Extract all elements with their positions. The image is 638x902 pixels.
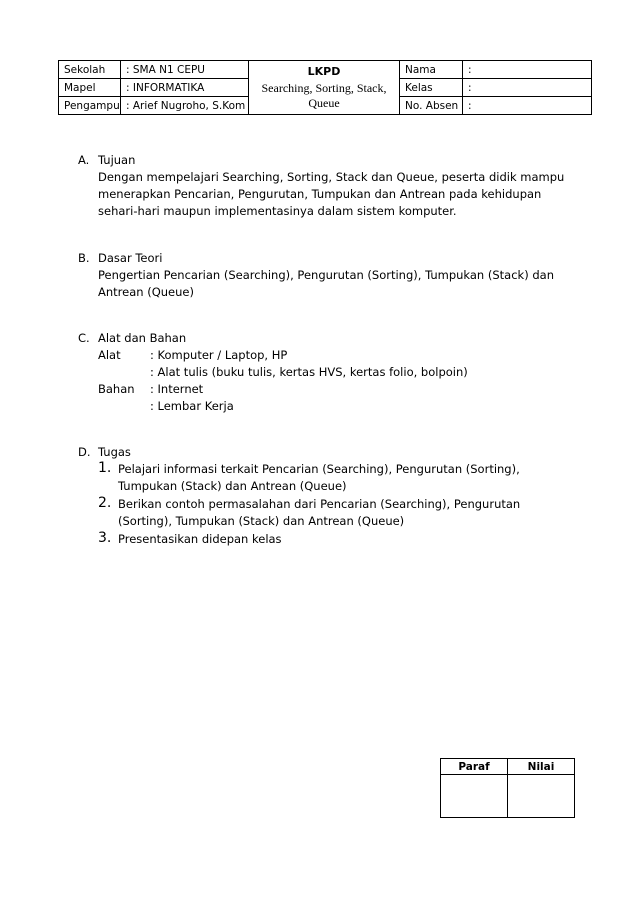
bahan-row xyxy=(98,381,578,398)
section-title: Dasar Teori xyxy=(98,251,163,265)
section-title: Tugas xyxy=(98,445,131,459)
section-text: Pengertian Pencarian (Searching), Pengurutan (Sorting), Tumpukan (Stack) dan Antrean (Queue) xyxy=(98,268,554,299)
task-number: 2. xyxy=(98,495,112,511)
kelas-field[interactable]: : xyxy=(463,79,592,97)
header-table xyxy=(58,60,592,115)
task-item xyxy=(98,496,568,530)
alat-row xyxy=(98,364,578,381)
bahan-row xyxy=(98,398,578,415)
bahan-value: : Lembar Kerja xyxy=(150,399,234,413)
mapel-label: Mapel xyxy=(59,79,121,97)
bahan-value: : Internet xyxy=(150,382,204,396)
no-absen-field[interactable]: : xyxy=(463,97,592,115)
lkpd-title: LKPD xyxy=(307,64,341,78)
pengampu-label: Pengampu xyxy=(59,97,121,115)
task-item xyxy=(98,461,568,495)
mapel-value: : INFORMATIKA xyxy=(121,79,249,97)
section-text: Dengan mempelajari Searching, Sorting, Stack dan Queue, peserta didik mampu menerapkan Pencarian, Pengurutan, Tumpukan dan Antrean pada kehidupan sehari-hari maupun implementasinya dalam sistem komputer. xyxy=(98,170,565,218)
sekolah-label: Sekolah xyxy=(59,61,121,79)
nama-label: Nama xyxy=(400,61,463,79)
task-text: Pelajari informasi terkait Pencarian (Searching), Pengurutan (Sorting), Tumpukan (Stack) dan Antrean (Queue) xyxy=(118,462,520,493)
section-letter: A. xyxy=(78,153,90,167)
section-letter: B. xyxy=(78,251,90,265)
task-text: Presentasikan didepan kelas xyxy=(118,532,282,546)
header-row-sekolah xyxy=(59,61,592,79)
section-title: Tujuan xyxy=(98,153,136,167)
nilai-header: Nilai xyxy=(508,759,575,775)
alat-label: Alat xyxy=(98,348,121,362)
section-letter: D. xyxy=(78,445,91,459)
nilai-box[interactable] xyxy=(508,775,575,818)
task-number: 1. xyxy=(98,460,112,476)
nama-field[interactable]: : xyxy=(463,61,592,79)
lkpd-title-cell xyxy=(249,61,400,115)
pengampu-value: : Arief Nugroho, S.Kom xyxy=(121,97,249,115)
kelas-label: Kelas xyxy=(400,79,463,97)
paraf-header: Paraf xyxy=(441,759,508,775)
bahan-label: Bahan xyxy=(98,382,135,396)
section-title: Alat dan Bahan xyxy=(98,331,187,345)
alat-value: : Komputer / Laptop, HP xyxy=(150,348,288,362)
no-absen-label: No. Absen xyxy=(400,97,463,115)
sekolah-value: : SMA N1 CEPU xyxy=(121,61,249,79)
section-letter: C. xyxy=(78,331,90,345)
task-number: 3. xyxy=(98,530,112,546)
alat-row xyxy=(98,347,578,364)
task-text: Berikan contoh permasalahan dari Pencarian (Searching), Pengurutan (Sorting), Tumpukan (Stack) dan Antrean (Queue) xyxy=(118,497,521,528)
grading-table xyxy=(440,758,575,818)
alat-value: : Alat tulis (buku tulis, kertas HVS, kertas folio, bolpoin) xyxy=(150,365,468,379)
paraf-box[interactable] xyxy=(441,775,508,818)
lkpd-subtitle: Searching, Sorting, Stack, Queue xyxy=(261,80,387,110)
task-item xyxy=(98,531,568,548)
